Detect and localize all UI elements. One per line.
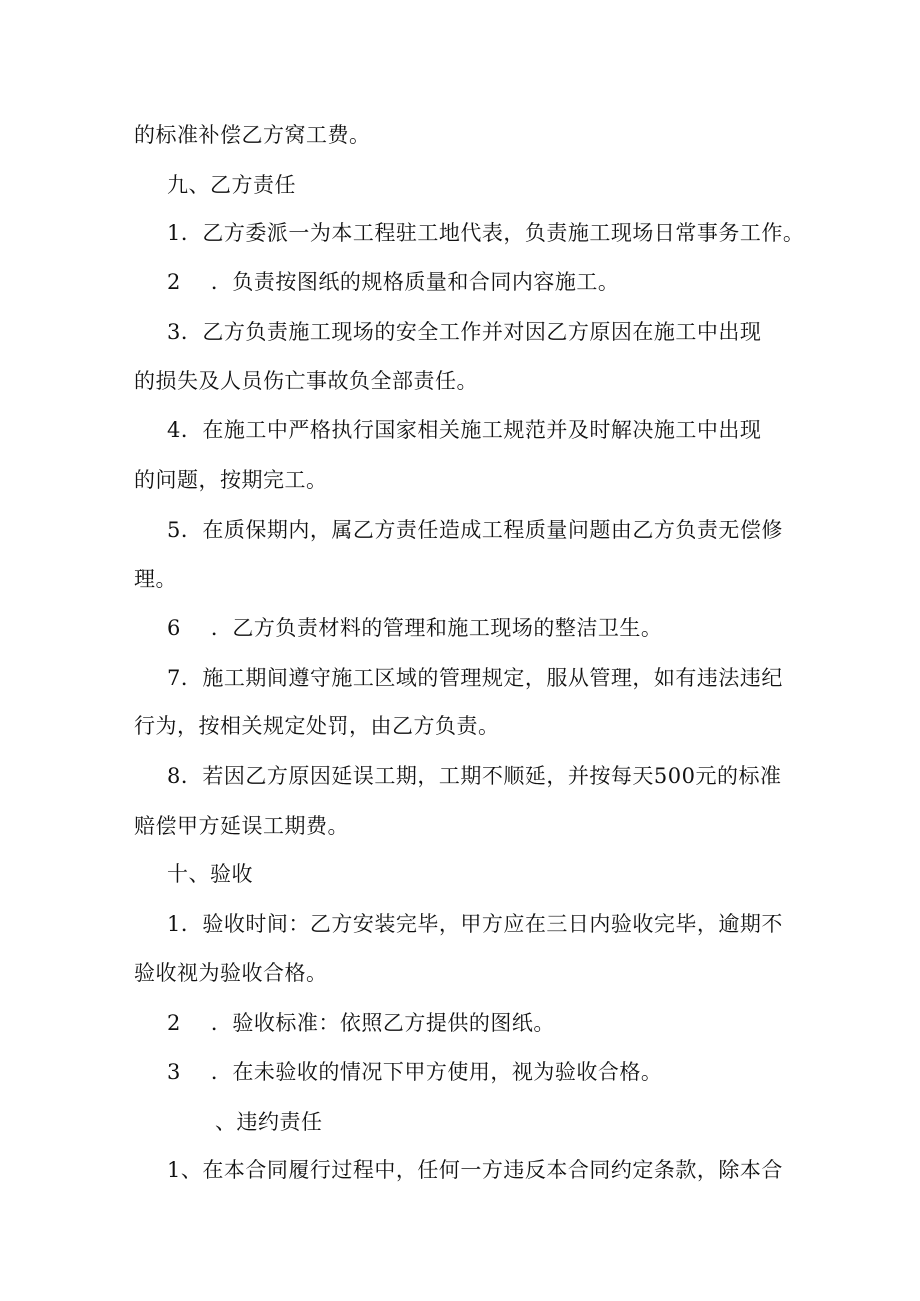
list-dot: ． — [210, 1060, 233, 1084]
list-dot: ． — [210, 270, 233, 294]
breach-item-1: 1、在本合同履行过程中，任何一方违反本合同约定条款，除本合 — [167, 1158, 783, 1182]
section-heading-10: 十、验收 — [167, 862, 253, 886]
list-item-3: 3．乙方负责施工现场的安全工作并对因乙方原因在施工中出现 — [167, 320, 762, 344]
list-number: 2 — [167, 1011, 181, 1035]
list-item-6 — [167, 614, 662, 642]
acceptance-item-2 — [167, 1009, 555, 1037]
section-heading-breach: 、违约责任 — [215, 1110, 323, 1134]
list-text: 验收标准：依照乙方提供的图纸。 — [232, 1011, 555, 1035]
text-line: 验收视为验收合格。 — [134, 961, 328, 985]
list-item-4: 4．在施工中严格执行国家相关施工规范并及时解决施工中出现 — [167, 418, 762, 442]
section-heading-9: 九、乙方责任 — [167, 173, 296, 197]
list-number: 6 — [167, 616, 181, 640]
list-text: 在未验收的情况下甲方使用，视为验收合格。 — [232, 1060, 663, 1084]
list-number: 3 — [167, 1060, 181, 1084]
list-text: 乙方负责材料的管理和施工现场的整洁卫生。 — [232, 616, 663, 640]
list-dot: ． — [210, 1011, 233, 1035]
text-line: 赔偿甲方延误工期费。 — [134, 814, 349, 838]
list-dot: ． — [210, 616, 233, 640]
list-number: 2 — [167, 270, 181, 294]
list-item-7: 7．施工期间遵守施工区域的管理规定，服从管理，如有违法违纪 — [167, 666, 783, 690]
acceptance-item-3 — [167, 1058, 662, 1086]
acceptance-item-1: 1．验收时间：乙方安装完毕，甲方应在三日内验收完毕，逾期不 — [167, 912, 783, 936]
text-line: 的标准补偿乙方窝工费。 — [134, 123, 371, 147]
list-item-8: 8．若因乙方原因延误工期，工期不顺延，并按每天500元的标准 — [167, 764, 782, 788]
text-line: 的损失及人员伤亡事故负全部责任。 — [134, 369, 478, 393]
list-item-2 — [167, 268, 619, 296]
list-text: 负责按图纸的规格质量和合同内容施工。 — [232, 270, 620, 294]
list-item-5: 5．在质保期内，属乙方责任造成工程质量问题由乙方负责无偿修 — [167, 518, 783, 542]
list-item-1: 1．乙方委派一为本工程驻工地代表，负责施工现场日常事务工作。 — [167, 221, 805, 245]
text-line: 行为，按相关规定处罚，由乙方负责。 — [134, 714, 500, 738]
text-line: 理。 — [134, 567, 177, 591]
text-line: 的问题，按期完工。 — [134, 468, 328, 492]
